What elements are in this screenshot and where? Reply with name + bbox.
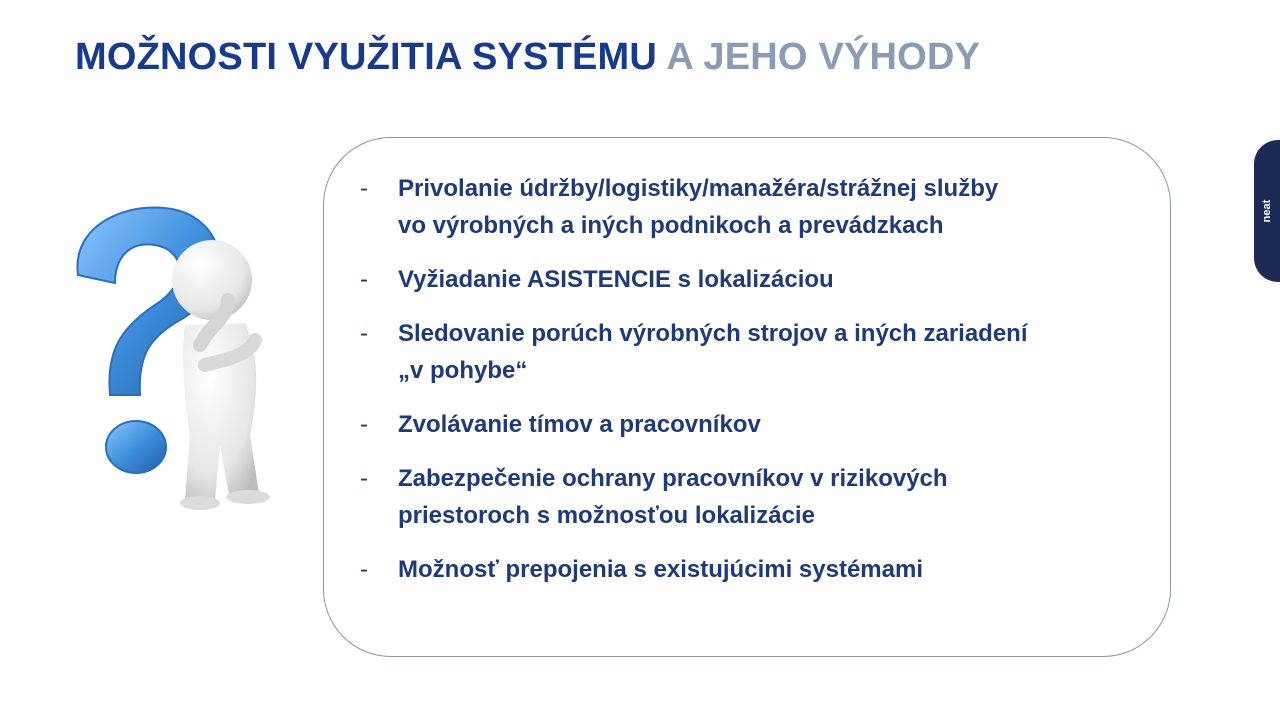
list-item-line: vo výrobných a iných podnikoch a prevádzkach (398, 212, 944, 239)
bullet-dash: - (360, 175, 368, 202)
list-item-line: „v pohybe“ (398, 357, 528, 384)
list-item (360, 315, 1130, 389)
bullet-dash: - (360, 320, 368, 347)
page-title (75, 36, 980, 79)
list-item-line: Zabezpečenie ochrany pracovníkov v rizikových (398, 465, 948, 492)
list-item-line: Zvolávanie tímov a pracovníkov (398, 411, 761, 438)
list-item (360, 261, 1130, 298)
bullet-dash: - (360, 465, 368, 492)
list-item-line: Vyžiadanie ASISTENCIE s lokalizáciou (398, 266, 834, 293)
page-title-secondary: A JEHO VÝHODY (666, 36, 981, 78)
side-tab[interactable] (1254, 140, 1280, 282)
list-item (360, 170, 1130, 244)
bullet-dash: - (360, 411, 368, 438)
list-item-line: priestoroch s možnosťou lokalizácie (398, 502, 815, 529)
bullet-dash: - (360, 266, 368, 293)
list-item-line: Privolanie údržby/logistiky/manažéra/strážnej služby (398, 175, 999, 202)
question-mark-thinking-figure-icon (60, 195, 290, 525)
list-item (360, 551, 1130, 588)
list-item (360, 460, 1130, 534)
bullet-list (360, 170, 1130, 605)
list-item-line: Sledovanie porúch výrobných strojov a iných zariadení (398, 320, 1028, 347)
side-tab-label: neat (1261, 199, 1273, 223)
page-title-primary: MOŽNOSTI VYUŽITIA SYSTÉMU (75, 36, 658, 78)
list-item-line: Možnosť prepojenia s existujúcimi systémami (398, 556, 923, 583)
list-item (360, 406, 1130, 443)
bullet-dash: - (360, 556, 368, 583)
